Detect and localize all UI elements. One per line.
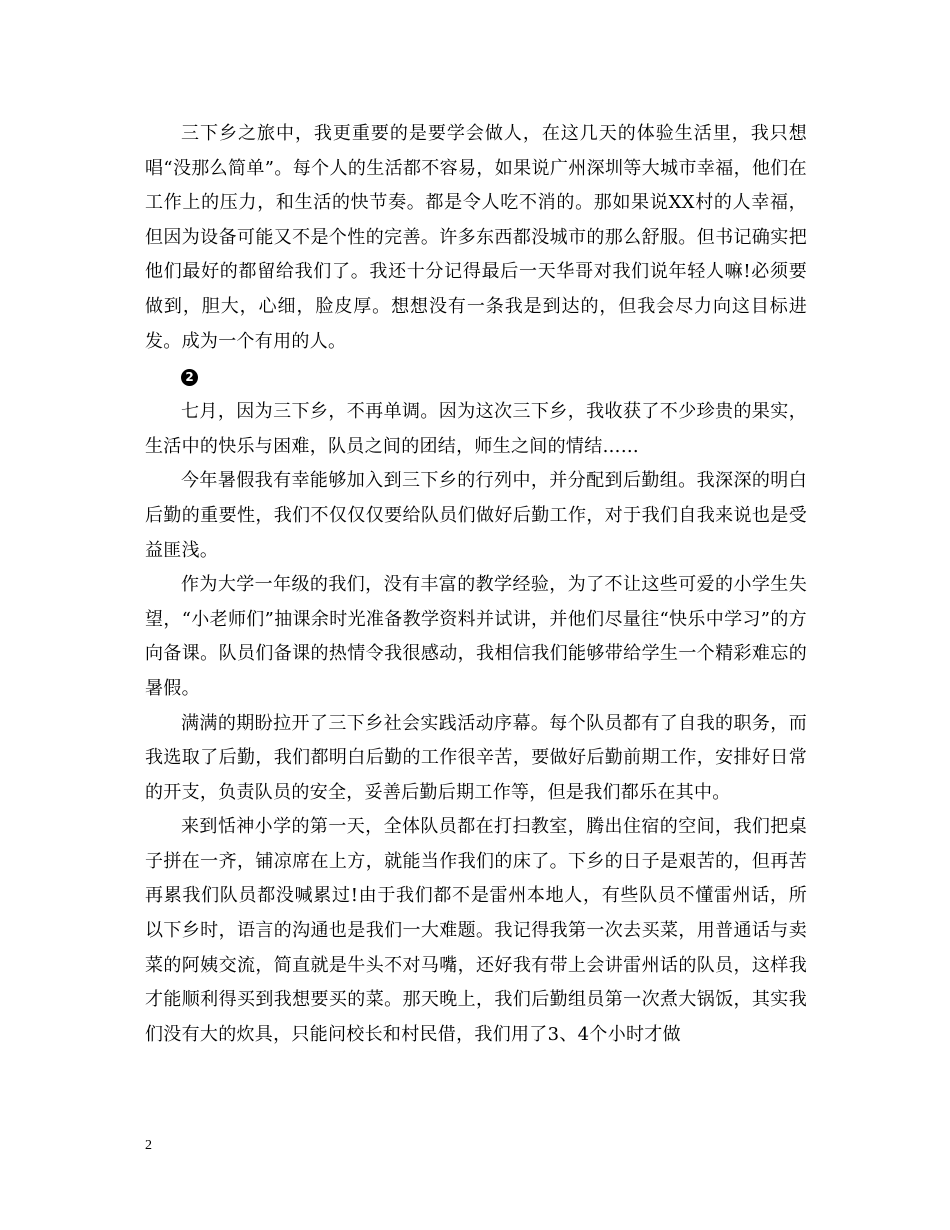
paragraph-3: 今年暑假我有幸能够加入到三下乡的行列中，并分配到后勤组。我深深的明白后勤的重要性，我们不仅仅仅要给队员们做好后勤工作，对于我们自我来说也是受益匪浅。: [145, 470, 807, 561]
circled-number-icon: 2: [181, 369, 198, 386]
document-body: [145, 117, 807, 1052]
section-marker: [145, 359, 807, 395]
paragraph-1: 三下乡之旅中，我更重要的是要学会做人，在这几天的体验生活里，我只想唱“没那么简单”。每个人的生活都不容易，如果说广州深圳等大城市幸福，他们在工作上的压力，和生活的快节奏。都是令人吃不消的。那如果说XX村的人幸福，但因为设备可能又不是个性的完善。许多东西都没城市的那么舒服。但书记确实把他们最好的都留给我们了。我还十分记得最后一天华哥对我们说年轻人嘛!必须要做到，胆大，心细，脸皮厚。想想没有一条我是到达的，但我会尽力向这目标进发。成为一个有用的人。: [145, 123, 807, 352]
paragraph-4: 作为大学一年级的我们，没有丰富的教学经验，为了不让这些可爱的小学生失望，“小老师们”抽课余时光准备教学资料并试讲，并他们尽量往“快乐中学习”的方向备课。队员们备课的热情令我很感动，我相信我们能够带给学生一个精彩难忘的暑假。: [145, 574, 807, 699]
paragraph-6: 来到恬神小学的第一天，全体队员都在打扫教室，腾出住宿的空间，我们把桌子拼在一齐，铺凉席在上方，就能当作我们的床了。下乡的日子是艰苦的，但再苦再累我们队员都没喊累过!由于我们都不是雷州本地人，有些队员不懂雷州话，所以下乡时，语言的沟通也是我们一大难题。我记得我第一次去买菜，用普通话与卖菜的阿姨交流，简直就是牛头不对马嘴，还好我有带上会讲雷州话的队员，这样我才能顺利得买到我想要买的菜。那天晚上，我们后勤组员第一次煮大锅饭，其实我们没有大的炊具，只能问校长和村民借，我们用了3、4个小时才做: [145, 816, 807, 1045]
paragraph-5: 满满的期盼拉开了三下乡社会实践活动序幕。每个队员都有了自我的职务，而我选取了后勤，我们都明白后勤的工作很辛苦，要做好后勤前期工作，安排好日常的开支，负责队员的安全，妥善后勤后期工作等，但是我们都乐在其中。: [145, 712, 807, 803]
page-number: 2: [145, 1138, 152, 1153]
paragraph-2: 七月，因为三下乡，不再单调。因为这次三下乡，我收获了不少珍贵的果实，生活中的快乐与困难，队员之间的团结，师生之间的情结……: [145, 401, 807, 457]
